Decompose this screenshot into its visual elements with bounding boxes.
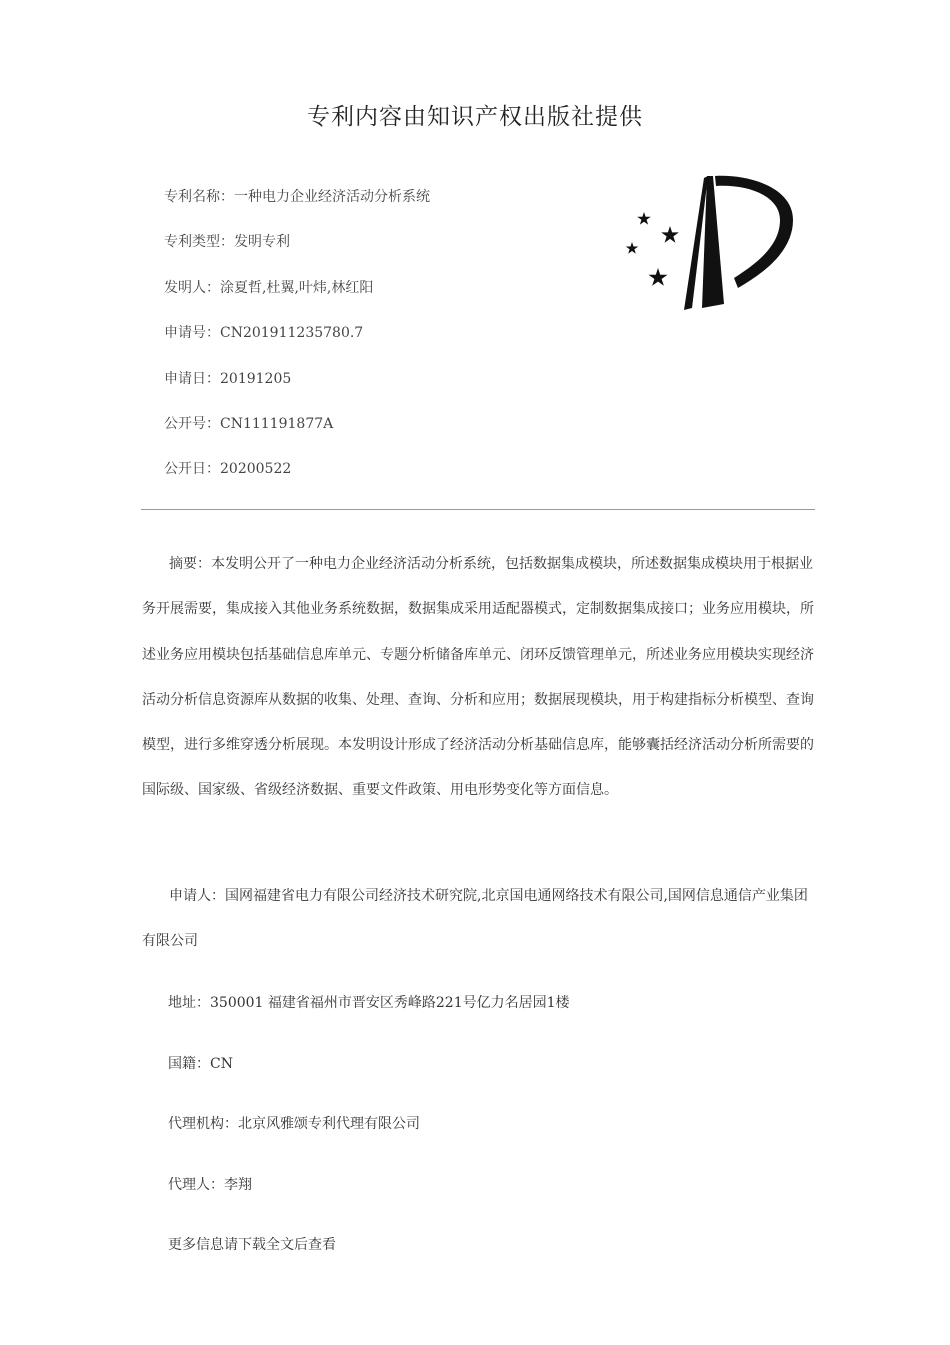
divider: [141, 509, 815, 510]
nationality-value: CN: [210, 1056, 233, 1072]
page-title: 专利内容由知识产权出版社提供: [307, 104, 643, 130]
address-value: 350001 福建省福州市晋安区秀峰路221号亿力名居园1楼: [210, 995, 570, 1011]
meta-patent-name: [164, 186, 430, 231]
meta-label: 发明人：: [164, 279, 220, 296]
applicant-label: 申请人：: [169, 888, 225, 904]
meta-value: CN201911235780.7: [220, 325, 364, 342]
meta-application-date: [164, 368, 430, 413]
abstract-text: 本发明公开了一种电力企业经济活动分析系统，包括数据集成模块，所述数据集成模块用于根据业务开展需要，集成接入其他业务系统数据，数据集成采用适配器模式，定制数据集成接口；业务应用模块，所述业务应用模块包括基础信息库单元、专题分析储备库单元、闭环反馈管理单元，所述业务应用模块实现经济活动分析信息资源库从数据的收集、处理、查询、分析和应用；数据展现模块，用于构建指标分析模型、查询模型，进行多维穿透分析展现。本发明设计形成了经济活动分析基础信息库，能够囊括经济活动分析所需要的国际级、国家级、省级经济数据、重要文件政策、用电形势变化等方面信息。: [142, 556, 814, 799]
meta-value: 20200522: [220, 461, 292, 478]
meta-value: 一种电力企业经济活动分析系统: [234, 189, 430, 205]
nationality-label: 国籍：: [168, 1056, 210, 1072]
patent-meta: [164, 186, 430, 504]
agent: [168, 1174, 252, 1196]
cnipa-logo-icon: [618, 172, 798, 314]
applicant: [142, 874, 818, 965]
nationality: [168, 1053, 233, 1075]
agent-label: 代理人：: [168, 1177, 224, 1193]
address: [168, 992, 570, 1014]
meta-value: 发明专利: [234, 234, 290, 251]
meta-label: 申请号：: [164, 325, 220, 342]
meta-label: 专利名称：: [164, 189, 234, 205]
meta-publication-date: [164, 458, 430, 503]
agency-value: 北京风雅颂专利代理有限公司: [238, 1116, 420, 1132]
meta-value: 涂夏哲,杜翼,叶炜,林红阳: [220, 279, 374, 296]
abstract-label: 摘要：: [169, 556, 211, 572]
meta-publication-number: [164, 413, 430, 458]
meta-value: 20191205: [220, 370, 292, 387]
meta-patent-type: [164, 231, 430, 276]
address-label: 地址：: [168, 995, 210, 1011]
meta-label: 公开日：: [164, 461, 220, 478]
meta-label: 公开号：: [164, 415, 220, 432]
applicant-value: 国网福建省电力有限公司经济技术研究院,北京国电通网络技术有限公司,国网信息通信产业集团有限公司: [142, 888, 808, 950]
more-info-note: 更多信息请下载全文后查看: [168, 1237, 336, 1253]
meta-inventors: [164, 277, 430, 322]
agent-value: 李翔: [224, 1177, 252, 1193]
meta-value: CN111191877A: [220, 415, 334, 432]
agency-label: 代理机构：: [168, 1116, 238, 1132]
meta-label: 专利类型：: [164, 234, 234, 251]
meta-label: 申请日：: [164, 370, 220, 387]
abstract: [142, 542, 818, 814]
meta-application-number: [164, 322, 430, 367]
agency: [168, 1113, 420, 1135]
